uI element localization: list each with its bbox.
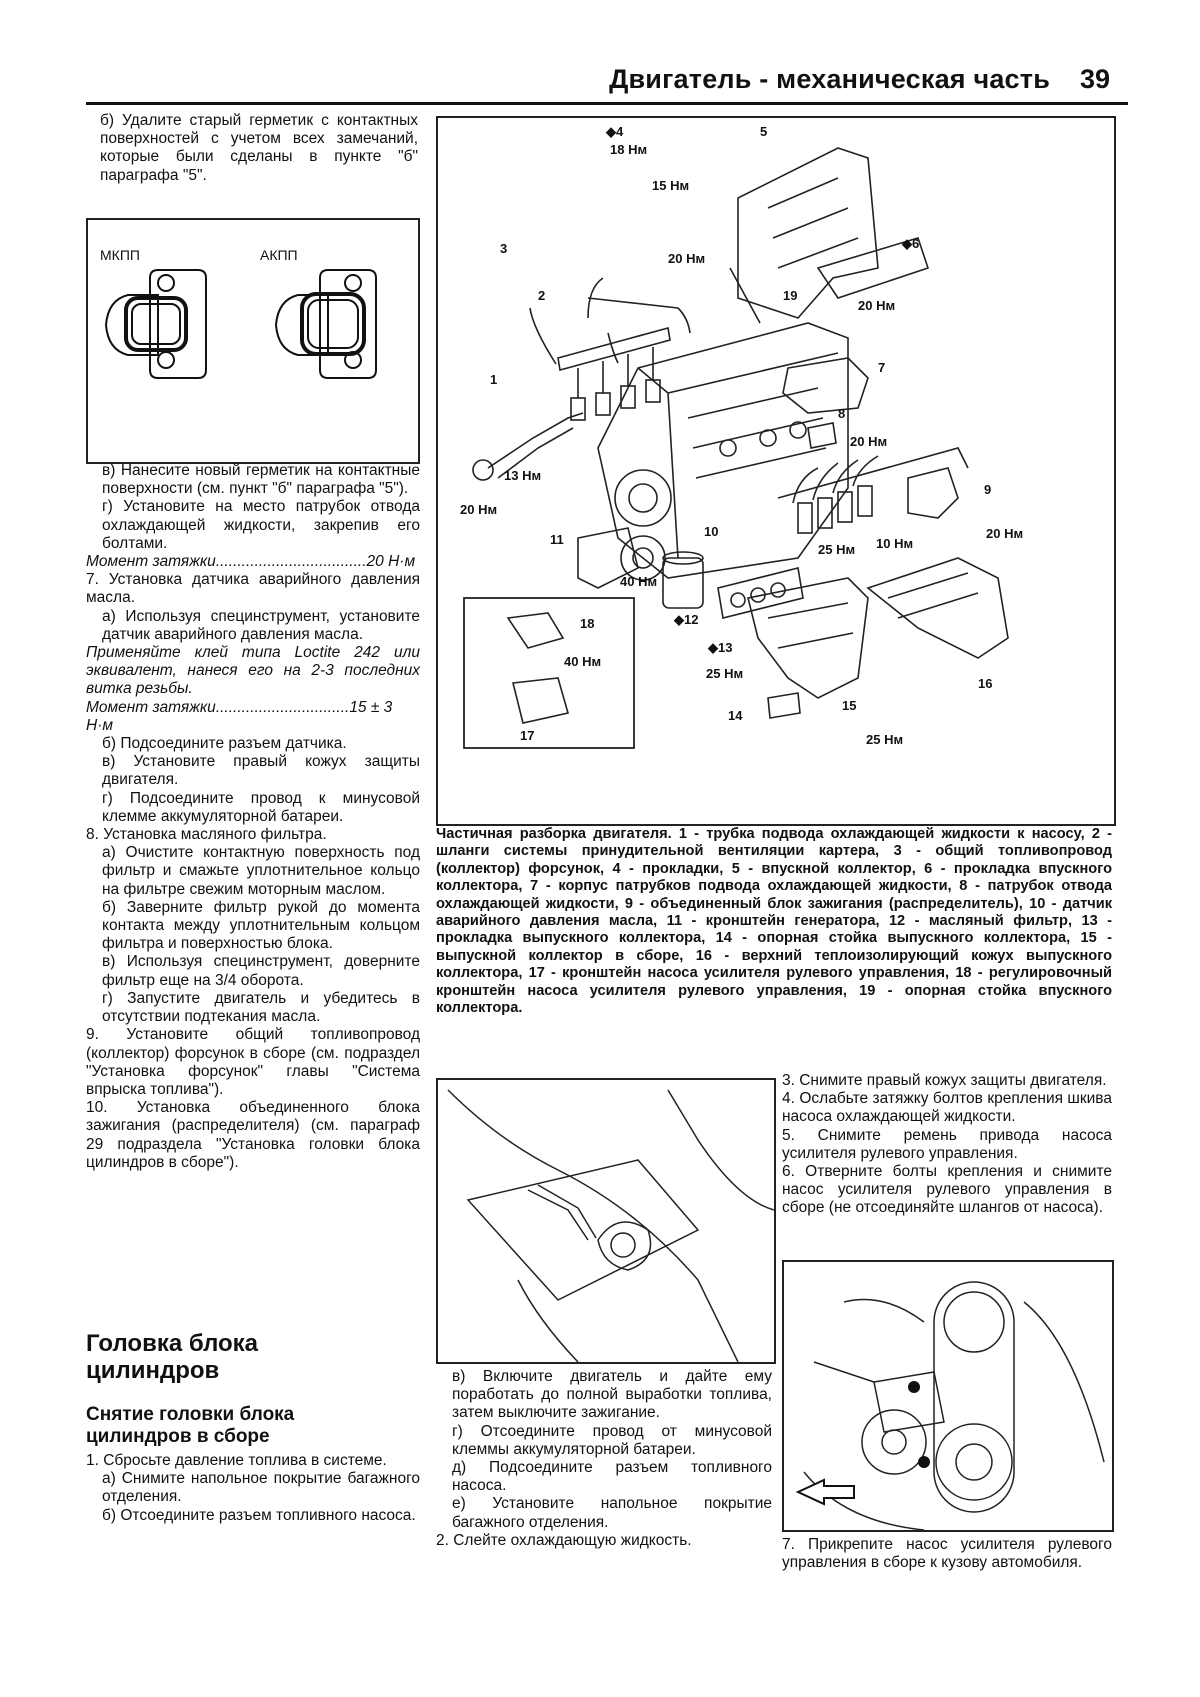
torque-2-value: 15 ± 3 Н·м <box>86 698 393 734</box>
page-header-title: Двигатель - механическая часть <box>609 64 1050 94</box>
label-14: 14 <box>728 708 743 723</box>
torque-15nm: 15 Нм <box>652 178 690 193</box>
middle-column-text <box>436 1368 772 1550</box>
para-g: г) Установите на место патрубок отвода охлаждающей жидкости, закрепив его болтами. <box>102 498 420 552</box>
label-16: 16 <box>978 676 993 691</box>
torque-25nm-a: 25 Нм <box>818 542 856 557</box>
torque-40nm-b: 40 Нм <box>564 654 602 669</box>
gasket-figure <box>86 218 420 464</box>
label-7: 7 <box>878 360 886 375</box>
mid-para-g: г) Отсоедините провод от минусовой клеммы аккумуляторной батареи. <box>452 1422 772 1458</box>
gasket-illustration <box>88 220 418 462</box>
torque-40nm-a: 40 Нм <box>620 574 658 589</box>
step-7g: г) Подсоедините провод к минусовой клемме аккумуляторной батареи. <box>102 789 420 825</box>
steering-pump-figure <box>782 1260 1114 1532</box>
torque-25nm-b: 25 Нм <box>706 666 744 681</box>
torque-20nm-e: 20 Нм <box>986 526 1024 541</box>
para-v: в) Нанесите новый герметик на контактные поверхности (см. пункт "б" параграфа "5"). <box>102 462 420 498</box>
torque-18nm: 18 Нм <box>610 142 648 157</box>
step-9: 9. Установите общий топливопровод (коллектор) форсунок в сборе (см. подраздел "Установка форсунок" главы "Система впрыска топлива"). <box>86 1026 420 1098</box>
torque-2: Момент затяжки...............................15 ± 3 Н·м <box>86 698 393 734</box>
step-8v: в) Используя специнструмент, доверните фильтр еще на 3/4 оборота. <box>102 953 420 989</box>
removal-step-1b: б) Отсоедините разъем топливного насоса. <box>102 1506 416 1524</box>
subsection-title: Снятие головки блока цилиндров в сборе <box>86 1404 295 1447</box>
torque-20nm-a: 20 Нм <box>668 251 706 266</box>
mid-para-e: е) Установите напольное покрытие багажного отделения. <box>452 1495 772 1531</box>
label-akpp: АКПП <box>260 247 298 263</box>
right-step-3: 3. Снимите правый кожух защиты двигателя. <box>782 1072 1107 1089</box>
removal-step-1a: а) Снимите напольное покрытие багажного отделения. <box>102 1470 420 1506</box>
fuel-pump-illustration <box>438 1080 774 1362</box>
fuel-pump-figure <box>436 1078 776 1364</box>
diagram-labels <box>460 124 1023 747</box>
mid-step-2: 2. Слейте охлаждающую жидкость. <box>436 1531 692 1549</box>
label-19: 19 <box>783 288 798 303</box>
mark-4: ◆4 <box>606 124 624 139</box>
section-title: Головка блока цилиндров <box>86 1330 259 1384</box>
label-17: 17 <box>520 728 535 743</box>
page-number: 39 <box>1080 64 1111 94</box>
torque-2-label: Момент затяжки <box>86 698 216 716</box>
engine-drawing <box>464 148 1008 748</box>
mid-para-v: в) Включите двигатель и дайте ему поработать до полной выработки топлива, затем выключите зажигание. <box>452 1368 772 1422</box>
loctite-note: Применяйте клей типа Loctite 242 или эквивалент, нанеся его на 2-3 последних витка резьбы. <box>86 644 420 698</box>
removal-step-1: 1. Сбросьте давление топлива в системе. <box>86 1452 387 1469</box>
left-top-paragraph <box>100 112 418 185</box>
step6b-text: б) Удалите старый герметик с контактных поверхностей с учетом всех замечаний, которые были сделаны в пункте "б" параграфа "5". <box>100 112 418 184</box>
step-7a: а) Используя специнструмент, установите датчик аварийного давления масла. <box>102 607 420 643</box>
removal-steps <box>86 1452 420 1525</box>
gasket-mkpp <box>106 270 206 378</box>
label-mkpp: МКПП <box>100 247 140 263</box>
label-3: 3 <box>500 241 508 256</box>
label-9: 9 <box>984 482 992 497</box>
step-8b: б) Заверните фильтр рукой до момента контакта между уплотнительным кольцом фильтра и поверхностью блока. <box>102 898 420 953</box>
gasket-akpp <box>276 270 376 378</box>
mid-para-d: д) Подсоедините разъем топливного насоса. <box>452 1459 772 1495</box>
step-7b: б) Подсоедините разъем датчика. <box>102 735 347 753</box>
torque-1: Момент затяжки...................................20 Н·м <box>86 553 416 571</box>
torque-20nm-c: 20 Нм <box>850 434 888 449</box>
right-step-6: 6. Отверните болты крепления и снимите насос усилителя рулевого управления в сборе (не отсоединяйте шлангов от насоса). <box>782 1163 1112 1217</box>
label-1: 1 <box>490 372 498 387</box>
torque-1-value: 20 Н·м <box>366 553 416 571</box>
torque-20nm-d: 20 Нм <box>460 502 498 517</box>
torque-13nm: 13 Нм <box>504 468 542 483</box>
label-10: 10 <box>704 524 719 539</box>
right-column-text <box>782 1072 1112 1218</box>
label-15: 15 <box>842 698 857 713</box>
torque-1-label: Момент затяжки <box>86 553 216 571</box>
engine-illustration <box>438 118 1114 824</box>
header-rule <box>86 102 1128 105</box>
mark-6: ◆6 <box>902 236 920 251</box>
torque-20nm-b: 20 Нм <box>858 298 896 313</box>
label-2: 2 <box>538 288 546 303</box>
engine-exploded-diagram <box>436 116 1116 826</box>
diagram-caption: Частичная разборка двигателя. 1 - трубка подвода охлаждающей жидкости к насосу, 2 - шланги системы принудительной вентиляции картера, 3 - общий топливопровод (коллектор) форсунок, 4 - прокладки, 5 - впускной коллектор, 6 - прокладка впускного коллектора, 7 - корпус патрубков подвода охлаждающей жидкости, 8 - патрубок отвода охлаждающей жидкости, 9 - объединенный блок зажигания (распределитель), 10 - датчик аварийного давления масла, 11 - кронштейн генератора, 12 - масляный фильтр, 13 - прокладка выпускного коллектора, 14 - опорная стойка выпускного коллектора, 15 - выпускной коллектор в сборе, 16 - верхний теплоизолирующий кожух выпускного коллектора, 17 - кронштейн насоса усилителя рулевого управления, 18 - регулировочный кронштейн насоса усилителя рулевого управления, 19 - опорная стойка впускного коллектора. <box>436 826 1112 1017</box>
step-7: 7. Установка датчика аварийного давления масла. <box>86 571 420 607</box>
torque-25nm-c: 25 Нм <box>866 732 904 747</box>
mark-13: ◆13 <box>708 640 733 655</box>
mark-12: ◆12 <box>674 612 699 627</box>
step-8: 8. Установка масляного фильтра. <box>86 826 327 844</box>
label-11: 11 <box>550 532 564 547</box>
right-step-7: 7. Прикрепите насос усилителя рулевого управления в сборе к кузову автомобиля. <box>782 1536 1112 1572</box>
step-8a: а) Очистите контактную поверхность под фильтр и смажьте уплотнительное кольцо на фильтре свежим моторным маслом. <box>102 844 420 898</box>
steering-pump-illustration <box>784 1262 1112 1530</box>
label-5: 5 <box>760 124 768 139</box>
right-step-5: 5. Снимите ремень привода насоса усилителя рулевого управления. <box>782 1126 1112 1162</box>
step-10: 10. Установка объединенного блока зажигания (распределителя) (см. параграф 29 подраздела "Установка головки блока цилиндров в сборе"). <box>86 1099 420 1171</box>
right-column-bottom <box>782 1536 1112 1572</box>
step-7v: в) Установите правый кожух защиты двигателя. <box>102 753 420 789</box>
left-column-text <box>86 462 420 1172</box>
torque-10nm: 10 Нм <box>876 536 914 551</box>
label-8: 8 <box>838 406 846 421</box>
right-step-4: 4. Ослабьте затяжку болтов крепления шкива насоса охлаждающей жидкости. <box>782 1090 1112 1126</box>
label-18: 18 <box>580 616 595 631</box>
step-8g: г) Запустите двигатель и убедитесь в отсутствии подтекания масла. <box>102 989 420 1026</box>
